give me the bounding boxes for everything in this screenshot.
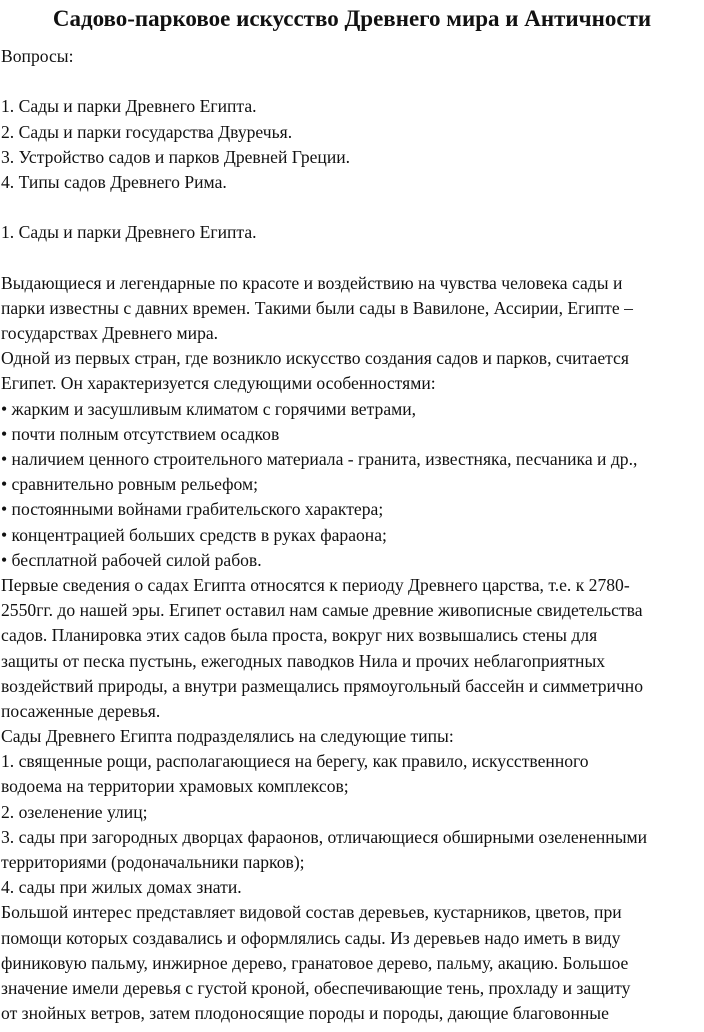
question-item: 4. Типы садов Древнего Рима.: [1, 171, 227, 192]
paragraph-line: финиковую пальму, инжирное дерево, гранатовое дерево, пальму, акацию. Большое: [1, 952, 629, 973]
paragraph-line: 2550гг. до нашей эры. Египет оставил нам самые древние живописные свидетельства: [1, 600, 643, 621]
bullet-item: • жарким и засушливым климатом с горячими ветрами,: [1, 398, 417, 419]
paragraph-line: парки известны с давних времен. Такими были сады в Вавилоне, Ассирии, Египте –: [1, 297, 633, 318]
paragraph-line: посаженные деревья.: [1, 700, 161, 721]
numbered-item: 1. священные рощи, располагающиеся на берегу, как правило, искусственного: [1, 751, 589, 772]
question-item: 2. Сады и парки государства Двуречья.: [1, 121, 293, 142]
bullet-item: • сравнительно ровным рельефом;: [1, 474, 259, 495]
paragraph-line: садов. Планировка этих садов была проста, вокруг них возвышались стены для: [1, 625, 598, 646]
bullet-item: • бесплатной рабочей силой рабов.: [1, 549, 262, 570]
numbered-item: водоема на территории храмовых комплексов;: [1, 776, 349, 797]
question-item: 1. Сады и парки Древнего Египта.: [1, 96, 257, 117]
section-heading: 1. Сады и парки Древнего Египта.: [1, 222, 257, 243]
blank-line: [1, 69, 701, 94]
bullet-item: • концентрацией больших средств в руках фараона;: [1, 524, 387, 545]
paragraph-line: помощи которых создавались и оформлялись сады. Из деревьев надо иметь в виду: [1, 927, 621, 948]
document-title: Садово-парковое искусство Древнего мира и Античности: [52, 6, 652, 31]
paragraph-line: защиты от песка пустынь, ежегодных паводков Нила и прочих неблагоприятных: [1, 650, 606, 671]
numbered-item: территориями (родоначальники парков);: [1, 852, 305, 872]
paragraph-line: значение имели деревья с густой кроной, обеспечивающие тень, прохладу и защиту: [1, 977, 631, 998]
paragraph-line: Египет. Он характеризуется следующими особенностями:: [1, 373, 436, 394]
paragraph-line: Сады Древнего Египта подразделялись на следующие типы:: [1, 726, 454, 747]
bullet-item: • постоянными войнами грабительского характера;: [1, 499, 384, 520]
blank-line: [1, 246, 701, 271]
paragraph-line: Выдающиеся и легендарные по красоте и воздействию на чувства человека сады и: [1, 272, 623, 293]
numbered-item: 2. озеленение улиц;: [1, 801, 148, 822]
numbered-item: 3. сады при загородных дворцах фараонов, отличающиеся обширными озелененными: [1, 826, 648, 847]
numbered-item: 4. сады при жилых домах знати.: [1, 877, 242, 898]
paragraph-line: от знойных ветров, затем плодоносящие породы и породы, дающие благовонные: [1, 1003, 609, 1024]
paragraph-line: Одной из первых стран, где возникло искусство создания садов и парков, считается: [1, 348, 629, 369]
blank-line: [1, 195, 701, 220]
question-item: 3. Устройство садов и парков Древней Греции.: [1, 146, 351, 167]
bullet-item: • почти полным отсутствием осадков: [1, 423, 280, 444]
questions-heading: Вопросы:: [1, 46, 74, 66]
bullet-item: • наличием ценного строительного материала - гранита, известняка, песчаника и др.,: [1, 449, 638, 469]
paragraph-line: государствах Древнего мира.: [1, 323, 219, 344]
paragraph-line: Первые сведения о садах Египта относятся к периоду Древнего царства, т.е. к 2780-: [1, 574, 630, 595]
document-body: [1, 44, 701, 1026]
paragraph-line: Большой интерес представляет видовой состав деревьев, кустарников, цветов, при: [1, 902, 622, 923]
paragraph-line: воздействий природы, а внутри размещались прямоугольный бассейн и симметрично: [1, 675, 644, 696]
